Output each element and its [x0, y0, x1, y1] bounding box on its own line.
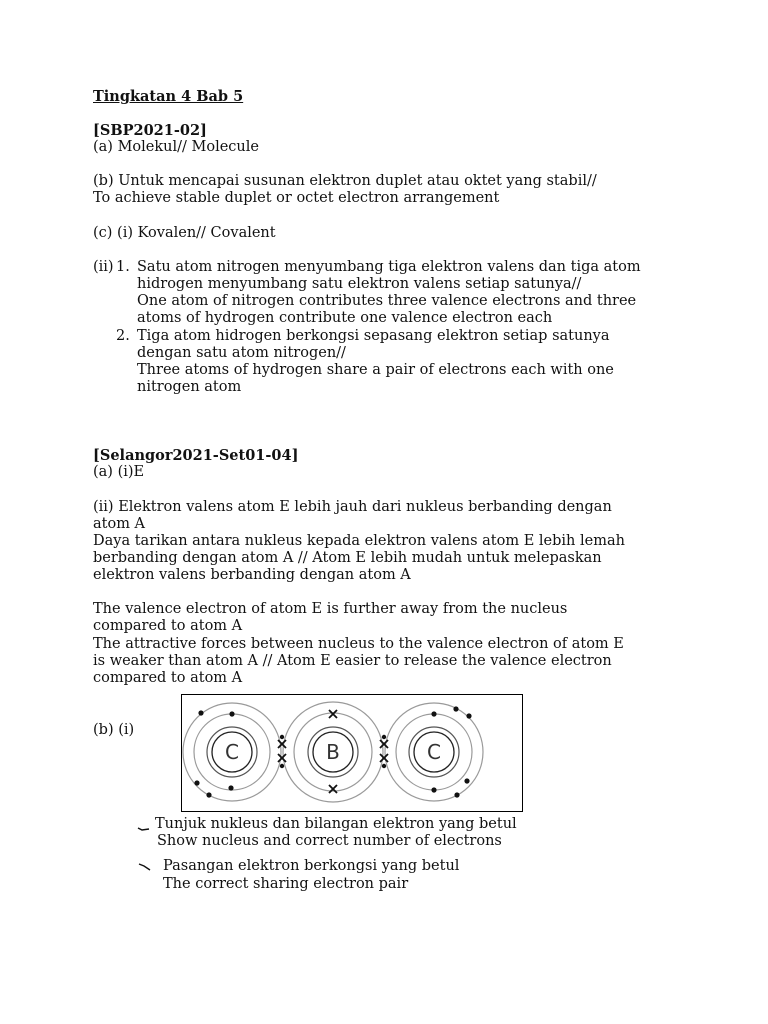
- tick-icon: [138, 862, 152, 872]
- point-text: The attractive forces between nucleus to the valence electron of atom E: [93, 636, 624, 652]
- electron-dot: [431, 711, 436, 716]
- sbp-point-2-line: nitrogen atom: [137, 379, 242, 395]
- selangor-english-point-2: [93, 636, 624, 653]
- electron-cross: [329, 710, 337, 718]
- sbp-point-1-line: One atom of nitrogen contributes three valence electrons and three: [137, 293, 637, 309]
- electron-dot: [198, 710, 203, 715]
- sbp-point-2-number: 2.: [116, 328, 130, 344]
- sbp-point-2-line: Tiga atom hidrogen berkongsi sepasang elektron setiap satunya: [137, 328, 610, 344]
- sbp-point-1-line: atoms of hydrogen contribute one valence electron each: [137, 310, 553, 326]
- page-title: Tingkatan 4 Bab 5: [93, 88, 244, 105]
- atom-symbol: C: [427, 740, 441, 764]
- electron-dot: [229, 711, 234, 716]
- sbp-point-1-line: Satu atom nitrogen menyumbang tiga elektron valens dan tiga atom: [137, 259, 641, 275]
- point-text: is weaker than atom A // Atom E easier to release the valence electron: [93, 653, 612, 669]
- selangor-answer-a-i: (a) (i)E: [93, 464, 145, 480]
- point-text: The valence electron of atom E is further away from the nucleus: [93, 601, 568, 617]
- shared-electron-dot: [382, 764, 386, 768]
- electron-cross: [329, 785, 337, 793]
- point-text: Elektron valens atom E lebih jauh dari nukleus berbanding dengan: [118, 499, 612, 515]
- atom-symbol: C: [225, 740, 239, 764]
- point-text: compared to atom A: [93, 618, 243, 634]
- shared-electron-cross: [380, 754, 388, 762]
- sbp-point-2-line: dengan satu atom nitrogen//: [137, 345, 346, 361]
- point-text: berbanding dengan atom A // Atom E lebih mudah untuk melepaskan: [93, 550, 602, 566]
- mark-2-malay: Pasangan elektron berkongsi yang betul: [163, 858, 460, 874]
- atom-middle: [283, 702, 383, 802]
- sbp-answer-c-i: (c) (i) Kovalen// Covalent: [93, 225, 276, 241]
- mark-2-english: The correct sharing electron pair: [163, 876, 409, 892]
- shared-electron-dot: [382, 735, 386, 739]
- electron-dot: [228, 785, 233, 790]
- shared-electron-dot: [280, 735, 284, 739]
- sbp-point-2-line: Three atoms of hydrogen share a pair of electrons each with one: [137, 362, 614, 378]
- shared-electron-dot: [280, 764, 284, 768]
- selangor-answer-a-ii-label: (ii): [93, 499, 114, 515]
- sbp-point-1-line: hidrogen menyumbang satu elektron valens setiap satunya//: [137, 276, 582, 292]
- electron-dot: [206, 792, 211, 797]
- electron-dot: [453, 706, 458, 711]
- electron-dot: [454, 792, 459, 797]
- electron-dot: [431, 787, 436, 792]
- selangor-heading: [Selangor2021-Set01-04]: [93, 447, 299, 464]
- electron-dot: [466, 713, 471, 718]
- point-text: Daya tarikan antara nukleus kepada elektron valens atom E lebih lemah: [93, 533, 625, 549]
- selangor-malay-point-1: [93, 499, 612, 516]
- sbp-answer-b-line2: To achieve stable duplet or octet electron arrangement: [93, 190, 500, 206]
- point-text: compared to atom A: [93, 670, 243, 686]
- sbp-answer-c-ii-label: (ii): [93, 259, 114, 275]
- point-text: elektron valens berbanding dengan atom A: [93, 567, 411, 583]
- tick-icon: [137, 822, 151, 832]
- shared-electron-cross: [380, 740, 388, 748]
- shared-electron-cross: [278, 740, 286, 748]
- selangor-malay-point-2: [93, 533, 625, 550]
- selangor-english-point-1: [93, 601, 567, 618]
- sbp-heading: [SBP2021-02]: [93, 122, 207, 139]
- shared-electron-cross: [278, 754, 286, 762]
- electron-dot: [194, 780, 199, 785]
- electron-arrangement-diagram: [181, 694, 523, 812]
- mark-1-english: Show nucleus and correct number of electrons: [157, 833, 502, 849]
- selangor-answer-b-i-label: (b) (i): [93, 722, 135, 738]
- electron-dot: [464, 778, 469, 783]
- sbp-answer-a: (a) Molekul// Molecule: [93, 139, 259, 155]
- mark-1-malay: Tunjuk nukleus dan bilangan elektron yang betul: [155, 816, 517, 832]
- sbp-answer-b-line1: (b) Untuk mencapai susunan elektron duplet atau oktet yang stabil//: [93, 173, 597, 189]
- point-text: atom A: [93, 516, 146, 532]
- atom-symbol: B: [326, 740, 340, 764]
- sbp-point-1-number: 1.: [116, 259, 130, 275]
